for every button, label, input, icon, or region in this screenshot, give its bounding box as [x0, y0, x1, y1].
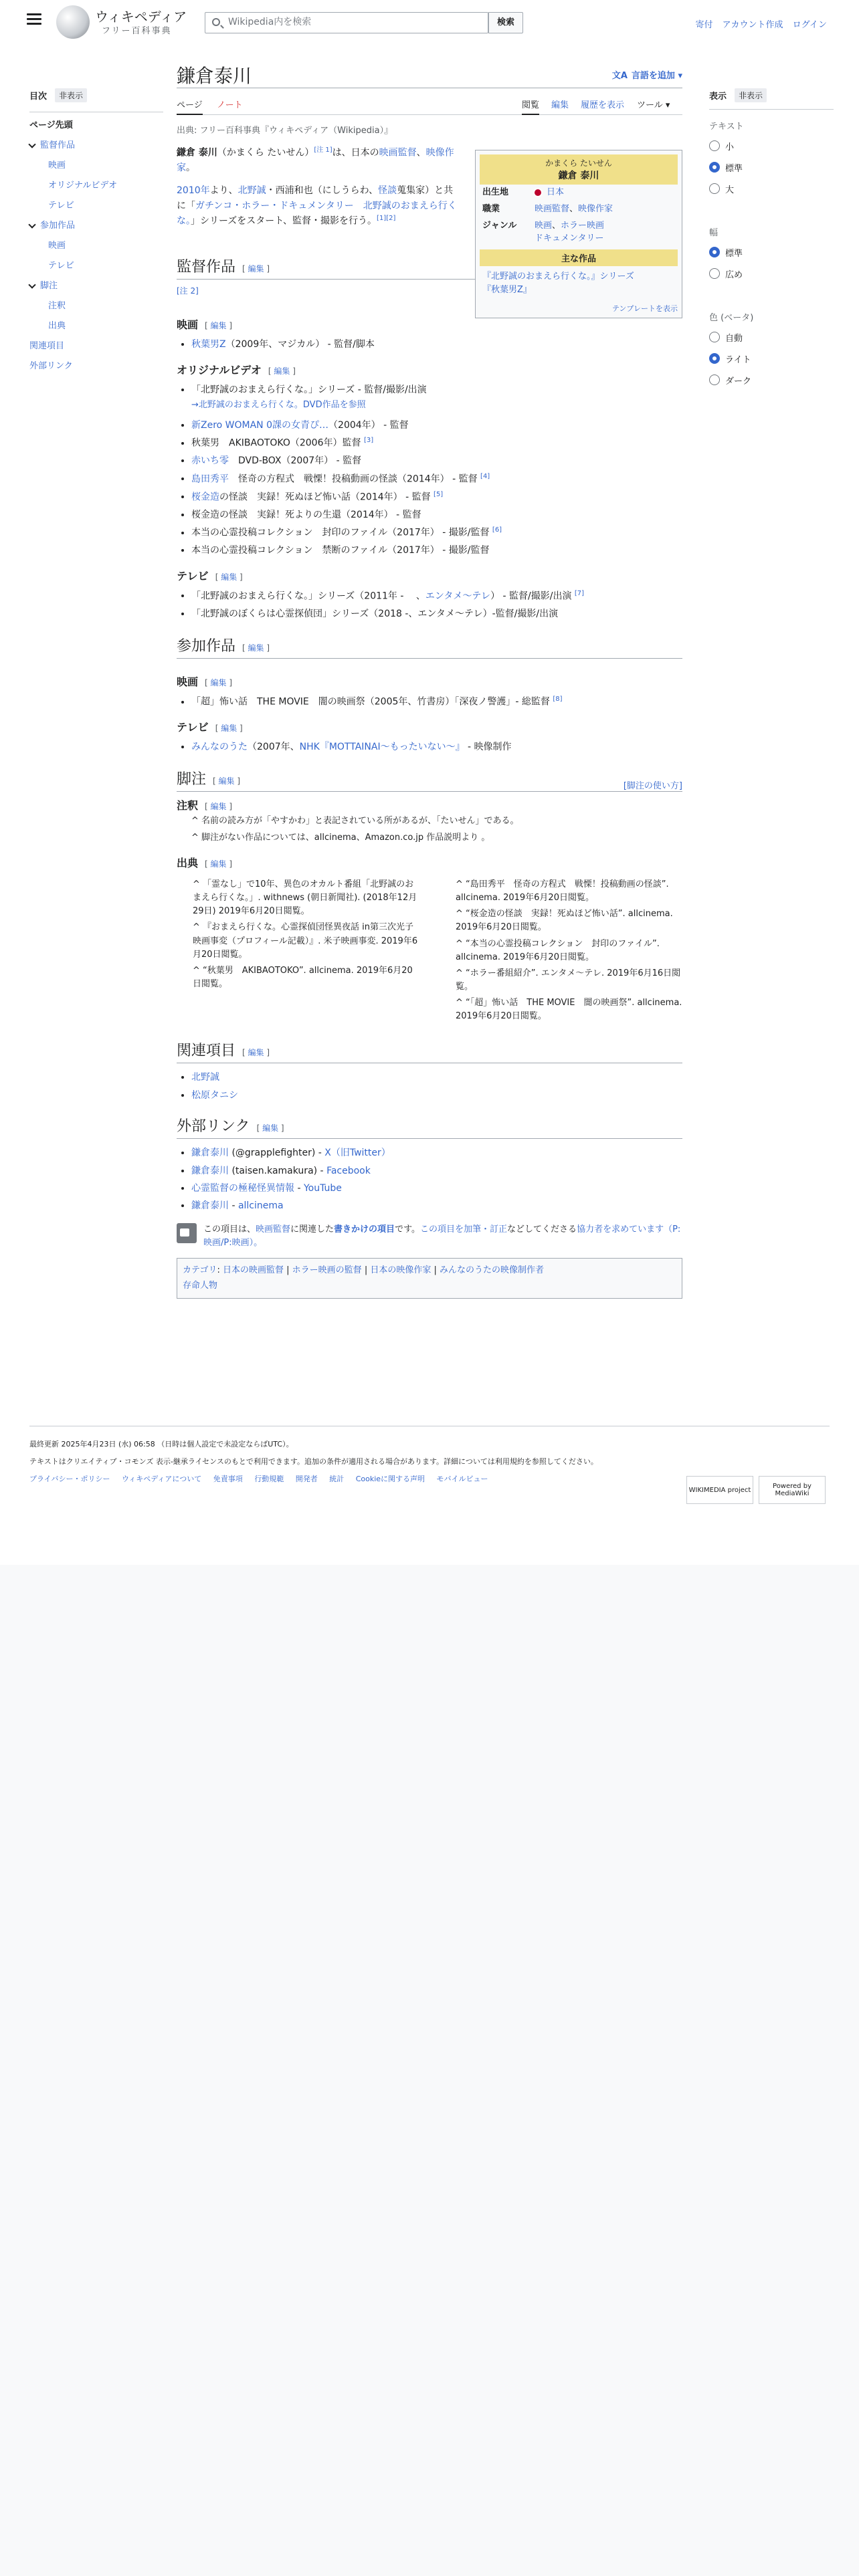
wikipedia-logo-icon[interactable] — [56, 5, 90, 39]
toc-item-p-tv[interactable]: テレビ — [48, 261, 74, 271]
color-label: 色 (ベータ) — [709, 313, 754, 323]
list-item: • 鎌倉泰川 (@grapplefighter) - X（旧Twitter） — [191, 1146, 682, 1160]
list-item: • 本当の心霊投稿コレクション 禁断のファイル（2017年） - 撮影/監督 — [191, 543, 682, 558]
section-participated: 参加作品 [ 編集 ] — [177, 635, 682, 659]
color-dark[interactable]: ダーク — [709, 374, 834, 386]
section-notes: 注釈 [ 編集 ] — [177, 799, 233, 813]
logo-tagline: フリー百科事典 — [102, 26, 172, 36]
color-light[interactable]: ライト — [709, 352, 834, 364]
list-item: • みんなのうた（2007年、NHK『MOTTAINAI〜もったいない〜』 - 映像制作 — [191, 740, 682, 754]
list-item: • 鎌倉泰川 (taisen.kamakura) - Facebook — [191, 1164, 682, 1178]
text-size-large[interactable]: 大 — [709, 183, 834, 195]
width-wide[interactable]: 広め — [709, 267, 834, 280]
section-tv: テレビ [ 編集 ] — [177, 569, 243, 582]
list-item: • 桜金造の怪談 実録！死ぬほど怖い話（2014年） - 監督 [5] — [191, 490, 682, 505]
external-list — [177, 1146, 682, 1214]
note-ref[interactable]: [注 1] — [314, 146, 332, 154]
chevron-down-icon[interactable] — [28, 281, 35, 288]
text-size-label: テキスト — [709, 122, 744, 132]
ref-item: ^ 「霊なし」で10年、異色のオカルト番組「北野誠のおまえら行くな。」. withnews (朝日新聞社). (2018年12月29日) 2019年6月20日閲覧。 — [193, 879, 417, 917]
tab-read[interactable]: 閲覧 — [522, 98, 539, 115]
section-ov: オリジナルビデオ [ 編集 ] — [177, 363, 296, 377]
logo-title[interactable]: ウィキペディア — [95, 9, 187, 25]
list-item: • 島田秀平 怪奇の方程式 戦慄！投稿動画の怪談（2014年） - 監督 [4] — [191, 471, 682, 487]
page-tabs — [177, 94, 682, 115]
tab-talk[interactable]: ノート — [217, 100, 243, 110]
list-item: • 「北野誠のぼくらは心霊探偵団」シリーズ（2018 -、エンタメ〜テレ）-監督/撮影/出演 — [191, 607, 682, 621]
footer-links: プライバシー・ポリシー ウィキペディアについて 免責事項 行動規範 開発者 統計 Cookieに関する声明 モバイルビュー — [29, 1475, 488, 1483]
appearance-heading: 表示 — [709, 92, 727, 102]
references — [177, 878, 682, 1026]
list-item: ^ 脚注がない作品については、allcinema、Amazon.co.jp 作品説明より 。 — [191, 833, 490, 843]
chevron-down-icon[interactable] — [28, 140, 35, 148]
link-film-director[interactable]: 映画監督 — [379, 147, 417, 158]
toc-item-top[interactable]: ページ先頭 — [29, 120, 73, 130]
list-item: • 桜金造の怪談 実録！死よりの生還（2014年） - 監督 — [191, 508, 682, 522]
ref-item: ^ “島田秀平 怪奇の方程式 戦慄！投稿動画の怪談”. allcinema. 2019年6月20日閲覧。 — [456, 879, 669, 903]
header — [0, 0, 859, 45]
section-footnotes: 脚注 [ 編集 ] — [177, 768, 682, 792]
p-tv-list — [177, 740, 682, 754]
toc-item-ov[interactable]: オリジナルビデオ — [48, 181, 118, 191]
ref-item: ^ “秋葉男 AKIBAOTOKO”. allcinema. 2019年6月20日閲覧。 — [193, 965, 413, 990]
toc-item-external[interactable]: 外部リンク — [29, 361, 73, 371]
category-box: カテゴリ: 日本の映画監督 | ホラー映画の監督 | 日本の映像作家 | みんなのうたの映像制作者 存命人物 — [177, 1258, 682, 1299]
from-line: 出典: フリー百科事典『ウィキペディア（Wikipedia）』 — [177, 126, 393, 136]
section-directed: 監督作品 [ 編集 ] — [177, 255, 682, 280]
toc-item-footnotes[interactable]: 脚注 — [29, 280, 163, 293]
list-item: • 松原タニシ — [191, 1088, 682, 1103]
show-template-link[interactable]: テンプレートを表示 — [611, 304, 678, 314]
appearance-panel — [709, 88, 834, 395]
list-item: • 「北野誠のおまえら行くな。」シリーズ - 監督/撮影/出演 →北野誠のおまえら行くな。DVD作品を参照 — [191, 383, 682, 413]
article: 鎌倉泰川 文A 言語を追加 ▾ ページ ノート 閲覧 編集 履歴を表示 ツール ▾ 出典: フリー百科事典『ウィキペディア（Wikipedia）』 鎌倉 泰川（かまくら たいせん）[注 1]は、日本の映画監督、映像作家。 2010年より、北野誠・西浦和也（にしうらわ、怪談蒐集家）と共に「ガチンコ・ホラー・ドキュメンタリー 北野誠のおまえら行くな。」シリーズをスタート、監督・撮影を行う。[1][2] かまくら たいせん 鎌倉 泰川 出生地 日本 職業 映画監督、映像作家 ジャンル 映画、ホラー映画 ドキュメンタリー 主な作品 『北野誠のおまえら行くな。』シリーズ 『秋葉男Z』 テンプレートを表示 監督作品 [ 編集 ] [注 2] 映画 [ 編集 ] • 秋葉男Z（2009年、マジカル） - 監督/脚本 オリジナルビデオ [ 編集 ] • 「北野誠のおまえら行くな。」シリーズ - 監督/撮影/出演 →北野誠のおまえら行くな。DVD作品を参照 • 新Zero WOMAN 0課の女青ぴ…（2004年） - 監督 • 秋葉男 AKIBAOTOKO（2006年）監督 [3] • 赤いち零 DVD-BOX（2007年） - 監督 • 島田秀平 怪奇の方程式 戦慄！投稿動画の怪談（2014年） - 監督 [4] • 桜金造の怪談 実録！死ぬほど怖い話（2014年） - 監督 [5] • 桜金造の怪談 実録！死よりの生還（2014年） - 監督 • 本当の心霊投稿コレクション 封印のファイル（2017年） - 撮影/監督 [6] • 本当の心霊投稿コレクション 禁断のファイル（2017年） - 撮影/監督 テレビ [ 編集 ] • 「北野誠のおまえら行くな。」シリーズ（2011年 - 、エンタメ〜テレ） - 監督/撮影/出演 [7] • 「北野誠のぼくらは心霊探偵団」シリーズ（2018 -、エンタメ〜テレ）-監督/撮影/出演 参加作品 [ 編集 ] 映画 [ 編集 ] • 「超」怖い話 THE MOVIE 闇の映画祭（2005年、竹書房）「深夜ノ警護」- 総監督 [8] テレビ [ 編集 ] • みんなのうた（2007年、NHK『MOTTAINAI〜もったいない〜』 - 映像制作 脚注 [ 編集 ] 注釈 [ 編集 ] [脚注の使い方] ^ 名前の読み方が「やすかわ」と表記されている所があるが、「たいせん」である。 ^ 脚注がない作品については、allcinema、Amazon.co.jp 作品説明より 。 出典 [ 編集 ] ^ 「霊なし」で10年、異色のオカルト番組「北野誠のおまえら行くな。」. withnews (朝日新聞社). (2018年12月29日) 2019年6月20日閲覧。 ^ 『おまえら行くな。心霊探偵団怪異夜話 in第三次光子映画事変（プロフィール記載）』. 米子映画事変. 2019年6月20日閲覧。 ^ “秋葉男 AKIBAOTOKO”. allcinema. 2019年6月20日閲覧。 ^ “島田秀平 怪奇の方程式 戦慄！投稿動画の怪談”. allcinema. 2019年6月20日閲覧。 ^ “桜金造の怪談 実録！死ぬほど怖い話”. allcinema. 2019年6月20日閲覧。 ^ “本当の心霊投稿コレクション 封印のファイル”. allcinema. 2019年6月20日閲覧。 ^ “ホラー番組紹介”. エンタメ〜テレ. 2019年6月16日閲覧。 ^ “「超」怖い話 THE MOVIE 闇の映画祭”. allcinema. 2019年6月20日閲覧。 関連項目 [ 編集 ] • 北野誠 • 松原タニシ 外部リンク [ 編集 ] • 鎌倉泰川 (@grapplefighter) - X（旧Twitter） • 鎌倉泰川 (taisen.kamakura) - Facebook • 心霊監督の極秘怪異情報 - YouTube • 鎌倉泰川 - allcinema この項目は、映画監督に関連した書きかけの項目です。この項目を加筆・訂正などしてくださる協力者を求めています（P:映画/P:映画）。 カテゴリ: 日本の映画監督 | ホラー映画の監督 | 日本の映像作家 | みんなのうたの映像制作者 存命人物 — [177, 59, 682, 1299]
infobox: かまくら たいせん 鎌倉 泰川 出生地 日本 職業 映画監督、映像作家 ジャンル 映画、ホラー映画 ドキュメンタリー 主な作品 『北野誠のおまえら行くな。』シリーズ 『秋葉男Z』 テンプレートを表示 — [475, 150, 682, 318]
list-item: • 赤いち零 DVD-BOX（2007年） - 監督 — [191, 453, 682, 468]
list-item: • 新Zero WOMAN 0課の女青ぴ…（2004年） - 監督 — [191, 418, 682, 433]
footer — [29, 1426, 830, 1497]
list-item: • 秋葉男Z（2009年、マジカル） - 監督/脚本 — [191, 337, 682, 352]
film-camera-icon — [177, 1223, 197, 1243]
list-item: • 「北野誠のおまえら行くな。」シリーズ（2011年 - 、エンタメ〜テレ） - 監督/撮影/出演 [7] — [191, 588, 682, 604]
create-account-link[interactable]: アカウント作成 — [722, 20, 783, 30]
width-standard[interactable]: 標準 — [709, 246, 834, 258]
wikimedia-badge[interactable]: WIKIMEDIA project — [686, 1476, 753, 1504]
footnote-help-link[interactable]: [脚注の使い方] — [623, 781, 682, 792]
toc-item-sources[interactable]: 出典 — [48, 321, 66, 331]
stub-notice: この項目は、映画監督に関連した書きかけの項目です。この項目を加筆・訂正などしてくださる協力者を求めています（P:映画/P:映画）。 — [177, 1223, 682, 1250]
intro-paragraph-1: 鎌倉 泰川（かまくら たいせん）[注 1]は、日本の映画監督、映像作家。 — [177, 146, 454, 174]
main-menu-icon[interactable] — [27, 13, 41, 25]
ov-list-2 — [177, 418, 682, 558]
tv-list — [177, 588, 682, 621]
list-item: • 鎌倉泰川 - allcinema — [191, 1198, 682, 1213]
ref-item: ^ “本当の心霊投稿コレクション 封印のファイル”. allcinema. 2019年6月20日閲覧。 — [456, 938, 660, 962]
tab-page[interactable]: ページ — [177, 98, 203, 115]
appearance-hide-button[interactable]: 非表示 — [735, 88, 767, 102]
search-button[interactable]: 検索 — [488, 12, 523, 33]
list-item: ^ 名前の読み方が「やすかわ」と表記されている所があるが、「たいせん」である。 — [191, 816, 519, 827]
add-language-button[interactable]: 文A 言語を追加 ▾ — [612, 68, 682, 81]
text-size-small[interactable]: 小 — [709, 140, 834, 152]
search-icon — [212, 18, 220, 26]
notes-list — [177, 815, 682, 845]
mediawiki-badge[interactable]: Powered by MediaWiki — [759, 1476, 826, 1504]
tab-history[interactable]: 履歴を表示 — [581, 100, 625, 110]
toc-hide-button[interactable]: 非表示 — [55, 88, 87, 102]
related-list — [177, 1070, 682, 1103]
toc-item-p-film[interactable]: 映画 — [48, 241, 66, 251]
list-item: • 北野誠 — [191, 1070, 682, 1085]
tab-edit[interactable]: 編集 — [551, 100, 569, 110]
color-auto[interactable]: 自動 — [709, 331, 834, 343]
section-related: 関連項目 [ 編集 ] — [177, 1039, 682, 1063]
login-link[interactable]: ログイン — [792, 20, 827, 30]
last-updated: 最終更新 2025年4月23日 (水) 06:58 （日時は個人設定で未設定ならばUTC）。 — [29, 1440, 294, 1448]
toc-item-tv[interactable]: テレビ — [48, 201, 74, 211]
text-size-standard[interactable]: 標準 — [709, 161, 834, 173]
toc-heading: 目次 — [29, 92, 47, 102]
p-film-list — [177, 694, 682, 710]
section-external: 外部リンク [ 編集 ] — [177, 1115, 682, 1139]
tab-tools[interactable]: ツール ▾ — [637, 100, 670, 110]
ref-item: ^ “ホラー番組紹介”. エンタメ〜テレ. 2019年6月16日閲覧。 — [456, 968, 681, 992]
list-item: • 「超」怖い話 THE MOVIE 闇の映画祭（2005年、竹書房）「深夜ノ警護」- 総監督 [8] — [191, 694, 682, 710]
link-video-artist[interactable]: 映像作家 — [177, 147, 454, 174]
section-sources: 出典 [ 編集 ] — [177, 857, 233, 870]
search-box — [205, 12, 488, 33]
toc-item-related[interactable]: 関連項目 — [29, 341, 65, 351]
license-text: テキストはクリエイティブ・コモンズ 表示-継承ライセンスのもとで利用できます。追加の条件が適用される場合があります。詳細については利用規約を参照してください。 — [29, 1457, 598, 1466]
list-item: • 秋葉男 AKIBAOTOKO（2006年）監督 [3] — [191, 435, 682, 451]
toc-item-film[interactable]: 映画 — [48, 160, 66, 171]
page-title: 鎌倉泰川 — [177, 65, 252, 87]
translate-icon: 文A — [611, 71, 628, 81]
japan-flag-icon — [535, 189, 541, 196]
toc-item-participated[interactable]: 参加作品 — [29, 219, 163, 233]
toc-item-notes[interactable]: 注釈 — [48, 301, 66, 311]
table-of-contents — [29, 88, 163, 380]
toc-item-directed[interactable]: 監督作品 — [29, 139, 163, 152]
ref-item: ^ “桜金造の怪談 実録！死ぬほど怖い話”. allcinema. 2019年6月20日閲覧。 — [456, 909, 673, 933]
donate-link[interactable]: 寄付 — [695, 20, 713, 30]
list-item: • 心霊監督の極秘怪異情報 - YouTube — [191, 1181, 682, 1196]
list-item: • 本当の心霊投稿コレクション 封印のファイル（2017年） - 撮影/監督 [6] — [191, 525, 682, 540]
section-p-tv: テレビ [ 編集 ] — [177, 721, 243, 734]
ref-item: ^ “「超」怖い話 THE MOVIE 闇の映画祭”. allcinema. 2019年6月20日閲覧。 — [456, 998, 682, 1022]
ref-item: ^ 『おまえら行くな。心霊探偵団怪異夜話 in第三次光子映画事変（プロフィール記載）』. 米子映画事変. 2019年6月20日閲覧。 — [193, 922, 418, 960]
user-links — [688, 17, 827, 30]
chevron-down-icon[interactable] — [28, 221, 35, 228]
ov-list — [177, 383, 682, 413]
section-p-film: 映画 [ 編集 ] — [177, 675, 233, 689]
film-list — [177, 337, 682, 352]
section-film: 映画 [ 編集 ] — [177, 318, 233, 332]
search-input[interactable] — [227, 16, 481, 28]
intro-paragraph-2: 2010年より、北野誠・西浦和也（にしうらわ、怪談蒐集家）と共に「ガチンコ・ホラー・ドキュメンタリー 北野誠のおまえら行くな。」シリーズをスタート、監督・撮影を行う。[1][2] — [177, 185, 457, 227]
width-label: 幅 — [709, 228, 719, 238]
